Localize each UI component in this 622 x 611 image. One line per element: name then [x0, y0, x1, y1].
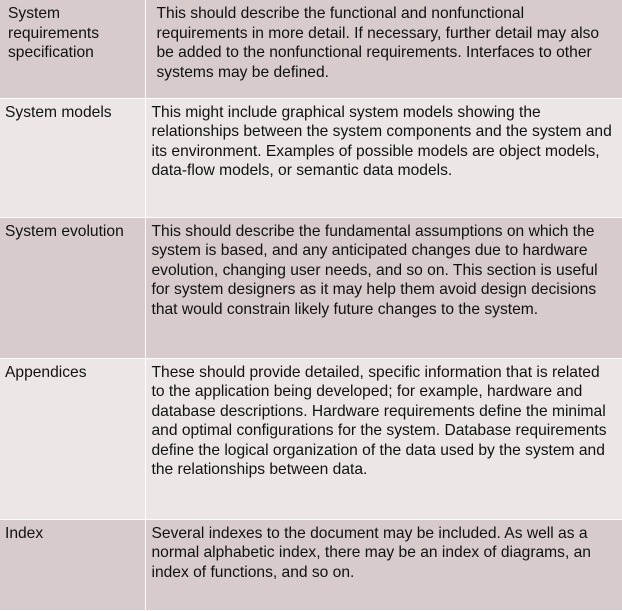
- section-name-cell: System evolution: [0, 217, 145, 358]
- section-description-cell: This should describe the functional and nonfunctional requirements in more detail. If necessary, further detail may also be added to the nonfunctional requirements. Interfaces to other systems may be defined.: [145, 0, 622, 98]
- table-row-system-evolution: [0, 217, 622, 358]
- section-name-cell: System requirements specification: [0, 0, 145, 98]
- section-description-cell: This should describe the fundamental assumptions on which the system is based, and any anticipated changes due to hardware evolution, changing user needs, and so on. This section is useful for system designers as it may help them avoid design decisions that would constrain likely future changes to the system.: [145, 217, 622, 358]
- table-row-index: [0, 519, 622, 610]
- table-row-system-models: [0, 98, 622, 217]
- section-name-cell: Appendices: [0, 358, 145, 519]
- section-description-cell: Several indexes to the document may be included. As well as a normal alphabetic index, there may be an index of diagrams, an index of functions, and so on.: [145, 519, 622, 610]
- section-description-cell: This might include graphical system models showing the relationships between the system components and the system and its environment. Examples of possible models are object models, data-flow models, or semantic data models.: [145, 98, 622, 217]
- table-row-appendices: [0, 358, 622, 519]
- section-name-cell: System models: [0, 98, 145, 217]
- table-row-system-requirements-specification: [0, 0, 622, 98]
- section-description-cell: These should provide detailed, specific information that is related to the application being developed; for example, hardware and database descriptions. Hardware requirements define the minimal and optimal configurations for the system. Database requirements define the logical organization of the data used by the system and the relationships between data.: [145, 358, 622, 519]
- section-name-cell: Index: [0, 519, 145, 610]
